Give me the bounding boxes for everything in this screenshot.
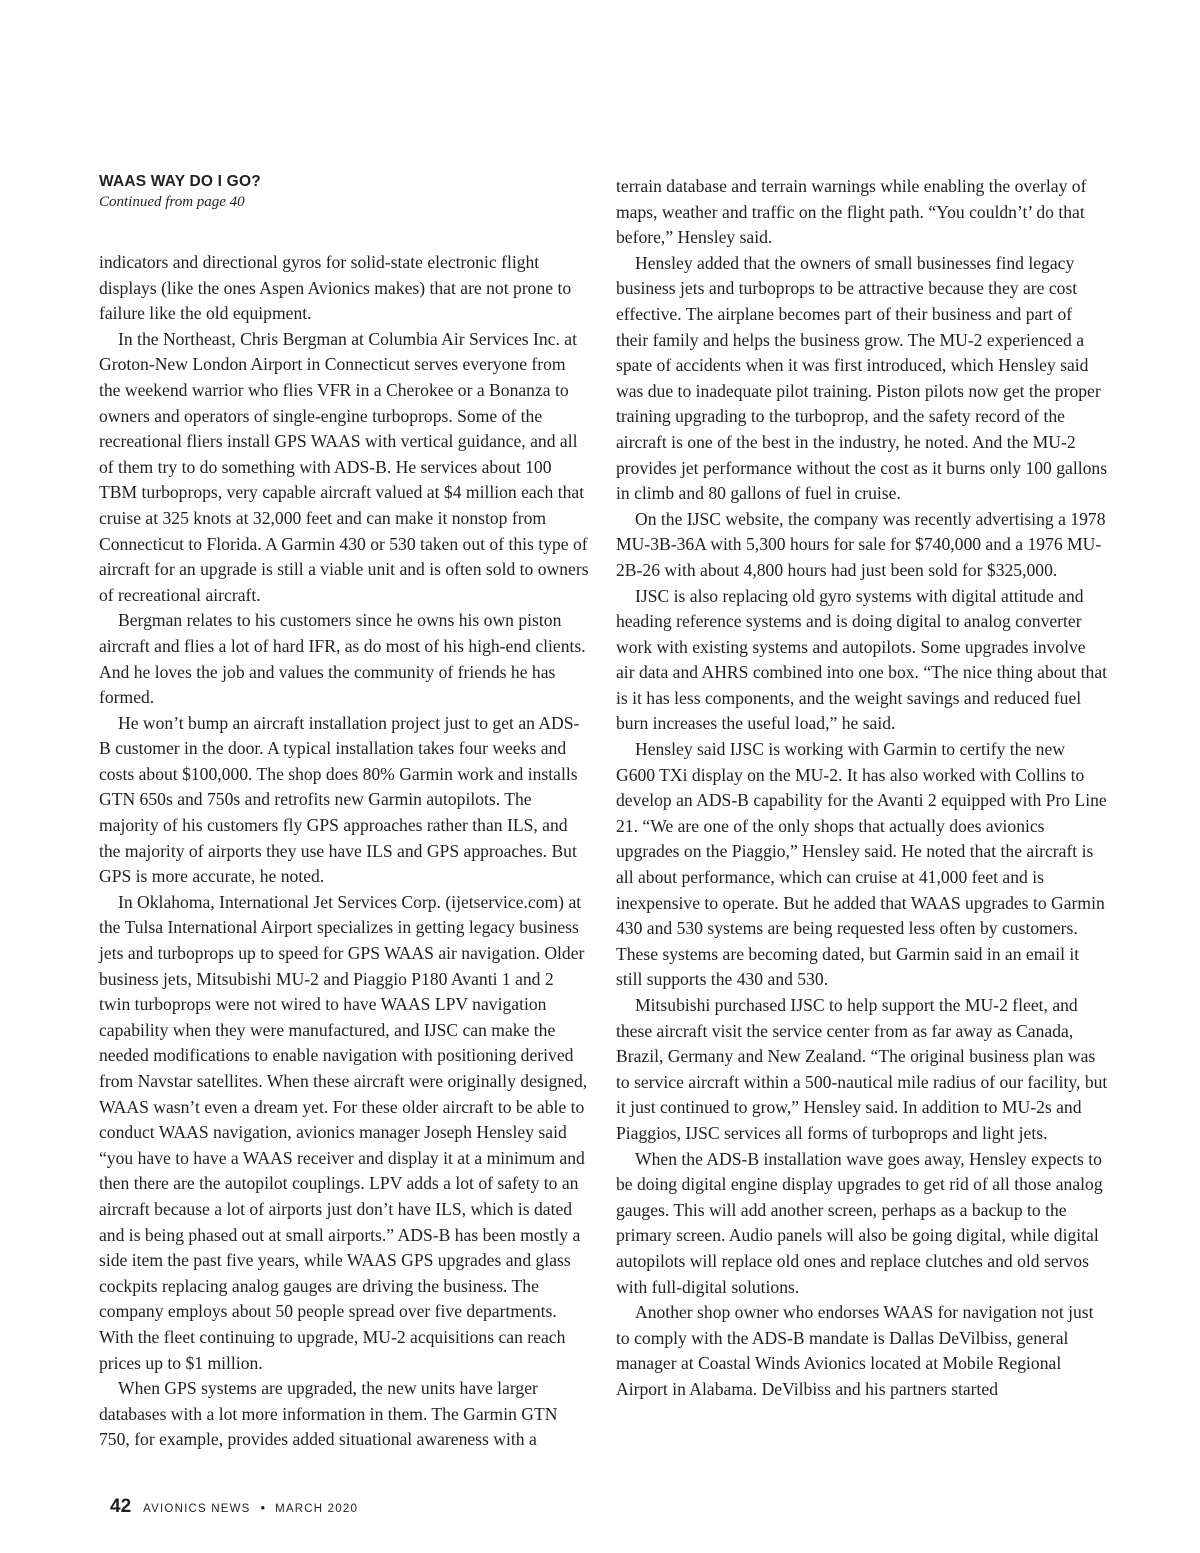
article-header: [99, 172, 579, 212]
paragraph: When GPS systems are upgraded, the new units have larger databases with a lot more information in them. The Garmin GTN 750, for example, provides added situational awareness with a: [99, 1378, 558, 1450]
continued-from-note: Continued from page 40: [99, 194, 245, 210]
paragraph: Hensley added that the owners of small businesses find legacy business jets and turboprops to be attractive because they are cost effective. The airplane becomes part of their business and part of their family and helps the business grow. The MU-2 experienced a spate of accidents when it was first introduced, which Hensley said was due to inadequate pilot training. Piston pilots now get the proper training upgrading to the turboprop, and the safety record of the aircraft is one of the best in the industry, he noted. And the MU-2 provides jet performance without the cost as it burns only 100 gallons in climb and 80 gallons of fuel in cruise.: [616, 252, 1108, 504]
article-title: WAAS WAY DO I GO?: [99, 173, 261, 190]
publication-name: AVIONICS NEWS: [143, 1503, 251, 1515]
paragraph: In Oklahoma, International Jet Services Corp. (ijetservice.com) at the Tulsa International Airport specializes in getting legacy business jets and turboprops up to speed for GPS WAAS air navigation. Older business jets, Mitsubishi MU-2 and Piaggio P180 Avanti 1 and 2 twin turboprops were not wired to have WAAS LPV navigation capability when they were manufactured, and IJSC can make the needed modifications to enable navigation with positioning derived from Navstar satellites. When these aircraft were originally designed, WAAS wasn’t even a dream yet. For these older aircraft to be able to conduct WAAS navigation, avionics manager Joseph Hensley said “you have to have a WAAS receiver and display it at a minimum and then there are the autopilot couplings. LPV adds a lot of safety to an aircraft because a lot of airports just don’t have ILS, which is dated and is being phased out at small airports.” ADS-B has been mostly a side item the past five years, while WAAS GPS upgrades and glass cockpits replacing analog gauges are driving the business. The company employs about 50 people spread over five departments. With the fleet continuing to upgrade, MU-2 acquisitions can reach prices up to $1 million.: [99, 891, 588, 1373]
issue-date: MARCH 2020: [275, 1503, 359, 1515]
paragraph: terrain database and terrain warnings while enabling the overlay of maps, weather and traffic on the flight path. “You couldn’t’ do that before,” Hensley said.: [616, 176, 1087, 248]
paragraph: Hensley said IJSC is working with Garmin to certify the new G600 TXi display on the MU-2. It has also worked with Collins to develop an ADS-B capability for the Avanti 2 equipped with Pro Line 21. “We are one of the only shops that actually does avionics upgrades on the Piaggio,” Hensley said. He noted that the aircraft is all about performance, which can cruise at 41,000 feet and is inexpensive to operate. But he added that WAAS upgrades to Garmin 430 and 530 systems are being requested less often by customers. These systems are becoming dated, but Garmin said in an email it still supports the 430 and 530.: [616, 739, 1107, 990]
page-footer: [110, 1496, 358, 1518]
paragraph: indicators and directional gyros for solid-state electronic flight displays (like the ones Aspen Avionics makes) that are not prone to failure like the old equipment.: [99, 252, 572, 324]
paragraph: Bergman relates to his customers since he owns his own piston aircraft and flies a lot of hard IFR, as do most of his high-end clients. And he loves the job and values the community of friends he has formed.: [99, 610, 586, 708]
paragraph: On the IJSC website, the company was recently advertising a 1978 MU-3B-36A with 5,300 hours for sale for $740,000 and a 1976 MU-2B-26 with about 4,800 hours had just been sold for $325,000.: [616, 508, 1106, 580]
bullet-separator: •: [260, 1500, 266, 1515]
paragraph: He won’t bump an aircraft installation project just to get an ADS-B customer in the door. A typical installation takes four weeks and costs about $100,000. The shop does 80% Garmin work and installs GTN 650s and 750s and retrofits new Garmin autopilots. The majority of his customers fly GPS approaches rather than ILS, and the majority of airports they use have ILS and GPS approaches. But GPS is more accurate, he noted.: [99, 712, 580, 887]
paragraph: In the Northeast, Chris Bergman at Columbia Air Services Inc. at Groton-New London Airport in Connecticut serves everyone from the weekend warrior who flies VFR in a Cherokee or a Bonanza to owners and operators of single-engine turboprops. Some of the recreational fliers install GPS WAAS with vertical guidance, and all of them try to do something with ADS-B. He services about 100 TBM turboprops, very capable aircraft valued at $4 million each that cruise at 325 knots at 32,000 feet and can make it nonstop from Connecticut to Florida. A Garmin 430 or 530 taken out of this type of aircraft for an upgrade is still a viable unit and is often sold to owners of recreational aircraft.: [99, 328, 589, 605]
paragraph: When the ADS-B installation wave goes away, Hensley expects to be doing digital engine display upgrades to get rid of all those analog gauges. This will add another screen, perhaps as a backup to the primary screen. Audio panels will also be going digital, while digital autopilots will replace old ones and replace clutches and old servos with full-digital solutions.: [616, 1148, 1103, 1297]
paragraph: IJSC is also replacing old gyro systems with digital attitude and heading reference systems and is doing digital to analog converter work with existing systems and autopilots. Some upgrades involve air data and AHRS combined into one box. “The nice thing about that is it has less components, and the weight savings and reduced fuel burn increases the useful load,” he said.: [616, 585, 1108, 734]
paragraph: Another shop owner who endorses WAAS for navigation not just to comply with the ADS-B mandate is Dallas DeVilbiss, general manager at Coastal Winds Avionics located at Mobile Regional Airport in Alabama. DeVilbiss and his partners started: [616, 1302, 1094, 1399]
paragraph: Mitsubishi purchased IJSC to help support the MU-2 fleet, and these aircraft visit the service center from as far away as Canada, Brazil, Germany and New Zealand. “The original business plan was to service aircraft within a 500-nautical mile radius of our facility, but it just continued to grow,” Hensley said. In addition to MU-2s and Piaggios, IJSC services all forms of turboprops and light jets.: [616, 995, 1108, 1143]
left-column: [99, 250, 589, 1453]
page-number: 42: [110, 1496, 132, 1517]
right-column: [616, 174, 1108, 1403]
